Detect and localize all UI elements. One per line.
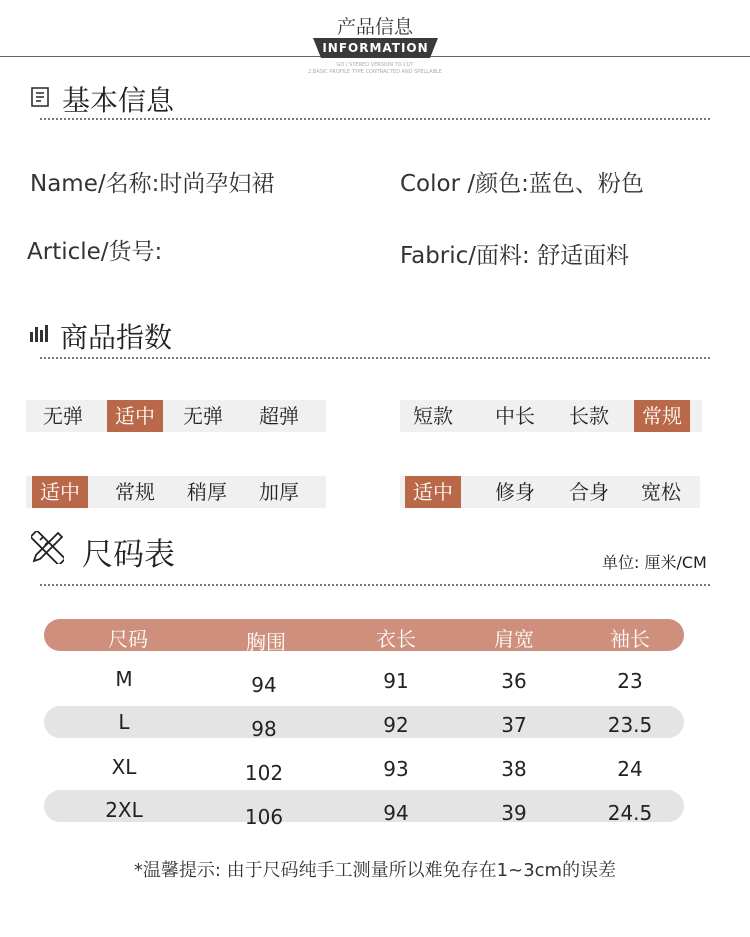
index-option: 短款	[413, 404, 453, 428]
header-note-line1: GO / STEREO VERSION TO CUT	[336, 62, 414, 68]
table-cell-bust: 102	[244, 761, 284, 785]
elasticity-index	[26, 400, 326, 432]
table-cell-size: M	[115, 667, 133, 691]
index-option: 合身	[569, 480, 609, 504]
header-note-line2: 2.BASIC PROFILE TYPE CONTRACTED AND SPELLABLE	[308, 69, 442, 75]
column-header-shoulder: 肩宽	[494, 627, 534, 651]
index-option: 无弹	[183, 404, 223, 428]
table-cell-sleeve: 23.5	[607, 713, 653, 737]
table-cell-shoulder: 37	[501, 713, 527, 737]
bar-chart-icon	[30, 324, 48, 342]
size-chart-heading: 尺码表	[82, 537, 175, 573]
table-cell-length: 94	[383, 801, 409, 825]
table-cell-length: 92	[383, 713, 409, 737]
fabric-field: Fabric/面料: 舒适面料	[400, 243, 630, 269]
table-cell-shoulder: 38	[501, 757, 527, 781]
name-field: Name/名称:时尚孕妇裙	[30, 171, 275, 197]
table-cell-length: 91	[383, 669, 409, 693]
table-cell-size: 2XL	[105, 798, 143, 822]
column-header-size: 尺码	[108, 627, 148, 651]
index-option: 宽松	[641, 480, 681, 504]
product-index-heading: 商品指数	[60, 321, 173, 354]
table-cell-shoulder: 36	[501, 669, 527, 693]
table-cell-sleeve: 24	[617, 757, 643, 781]
table-cell-sleeve: 23	[617, 669, 643, 693]
unit-label: 单位: 厘米/CM	[602, 553, 707, 572]
index-option: 常规	[115, 480, 155, 504]
index-option: 加厚	[259, 480, 299, 504]
fit-index	[400, 476, 700, 508]
article-field: Article/货号:	[27, 239, 163, 265]
index-option: 中长	[495, 404, 535, 428]
measurement-note: *温馨提示: 由于尺码纯手工测量所以难免存在1~3cm的误差	[133, 860, 617, 881]
thickness-index	[26, 476, 326, 508]
table-cell-size: L	[118, 710, 130, 734]
index-option: 超弹	[259, 404, 299, 428]
column-header-length: 衣长	[376, 627, 416, 651]
index-option: 稍厚	[187, 480, 227, 504]
index-option-selected: 适中	[107, 400, 163, 432]
length-index	[400, 400, 702, 432]
table-cell-size: XL	[111, 755, 137, 779]
column-header-bust: 胸围	[246, 630, 286, 654]
table-cell-bust: 106	[244, 805, 284, 829]
index-option: 长款	[569, 404, 609, 428]
index-option: 修身	[495, 480, 535, 504]
banner-text: INFORMATION	[322, 41, 429, 55]
document-icon	[30, 87, 50, 107]
index-option: 无弹	[43, 404, 83, 428]
index-option-selected: 常规	[634, 400, 690, 432]
index-option-selected: 适中	[405, 476, 461, 508]
basic-info-heading: 基本信息	[62, 84, 175, 117]
table-cell-shoulder: 39	[501, 801, 527, 825]
color-field: Color /颜色:蓝色、粉色	[400, 171, 644, 197]
table-cell-bust: 94	[251, 673, 277, 697]
dotted-divider	[40, 357, 710, 359]
dotted-divider	[40, 118, 710, 120]
column-header-sleeve: 袖长	[610, 627, 650, 651]
table-cell-length: 93	[383, 757, 409, 781]
page-title: 产品信息	[336, 16, 413, 38]
index-option-selected: 适中	[32, 476, 88, 508]
table-cell-bust: 98	[251, 717, 277, 741]
ruler-pencil-icon	[31, 531, 64, 564]
dotted-divider	[40, 584, 710, 586]
table-cell-sleeve: 24.5	[607, 801, 653, 825]
